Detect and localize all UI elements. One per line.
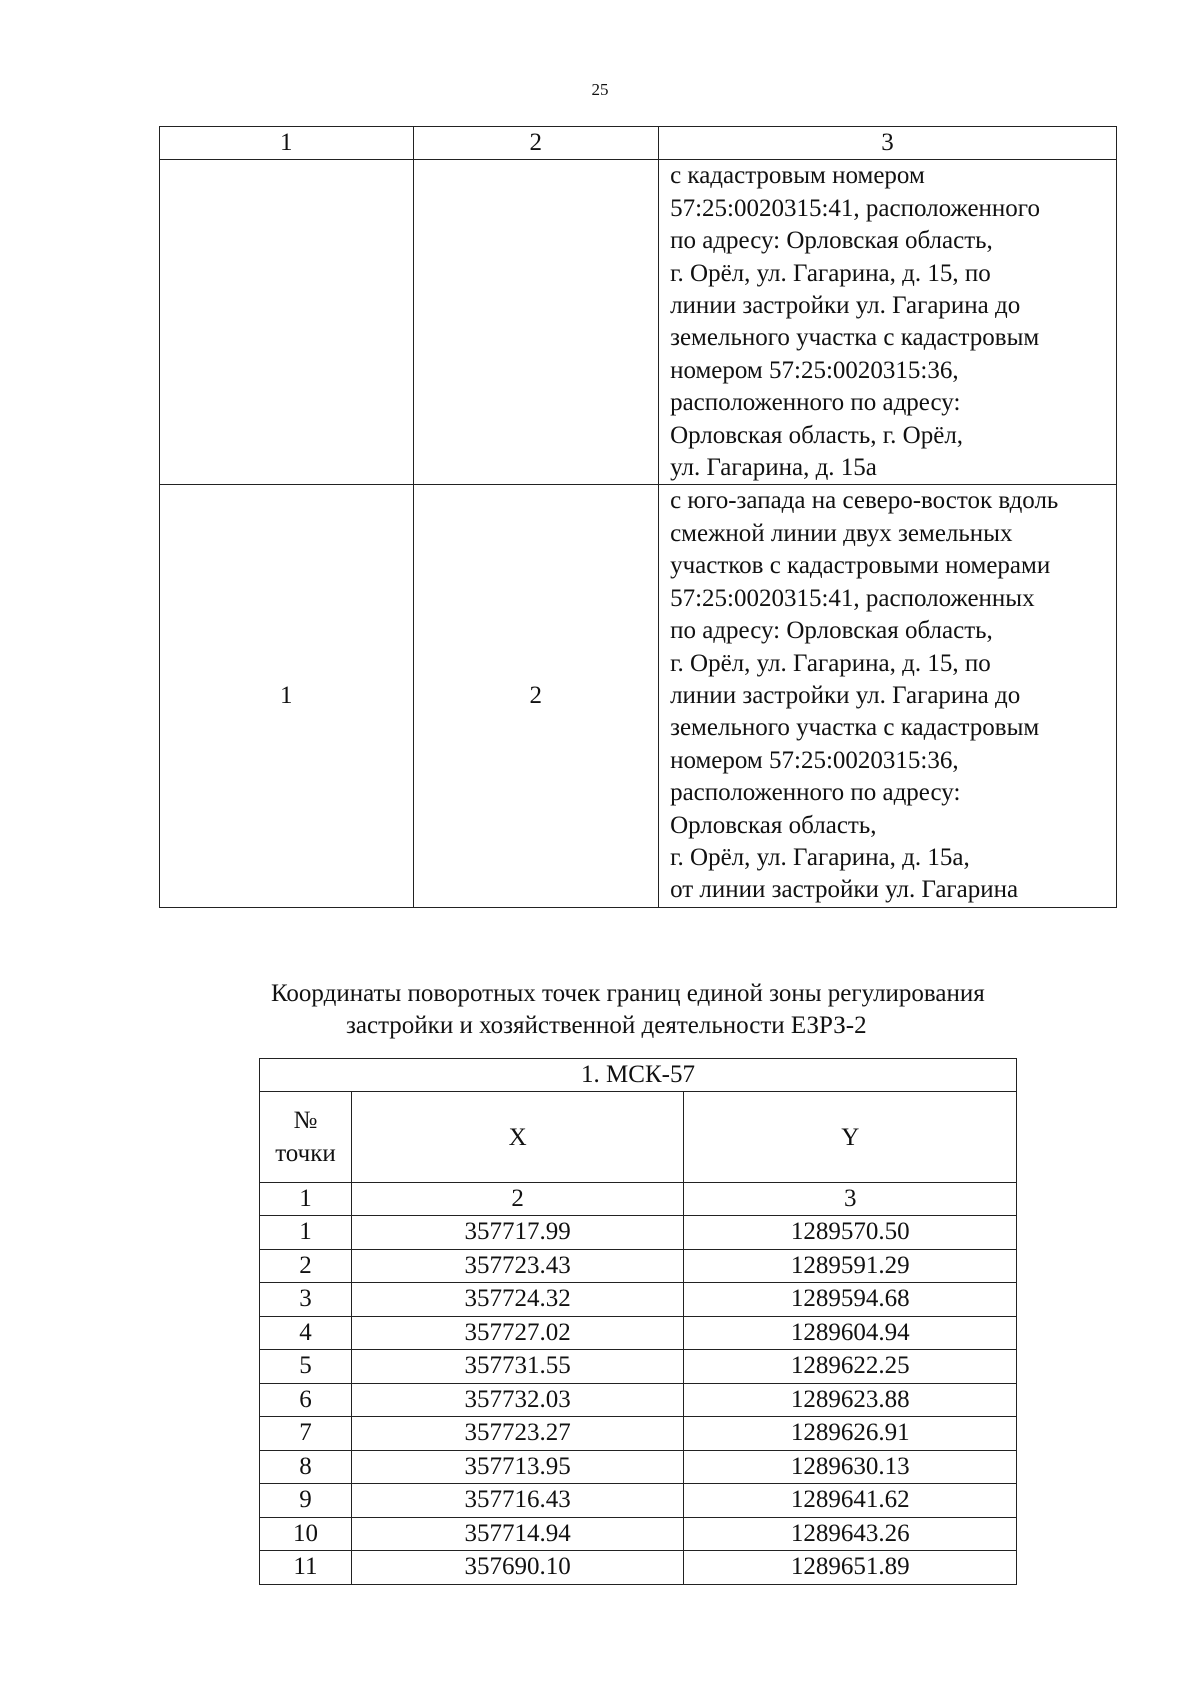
x-coordinate-cell: 357727.02: [351, 1316, 684, 1350]
column-number-1: 1: [160, 127, 414, 160]
point-number-cell: 5: [260, 1350, 352, 1384]
y-coordinate-cell: 1289591.29: [684, 1249, 1017, 1283]
description-line: номером 57:25:0020315:36,: [670, 356, 959, 384]
point-number-header-line2: точки: [275, 1140, 336, 1167]
coordinate-system-row: [260, 1059, 1017, 1092]
description-line: смежной линии двух земельных: [670, 519, 1013, 547]
table-row: [260, 1450, 1017, 1484]
column-number: 1: [260, 1183, 352, 1216]
description-line: 57:25:0020315:41, расположенных: [670, 584, 1035, 612]
caption-line-2: застройки и хозяйственной деятельности ЕЗРЗ-2: [346, 1012, 867, 1039]
point-number-cell: 10: [260, 1517, 352, 1551]
description-line: 57:25:0020315:41, расположенного: [670, 194, 1040, 222]
point-from-cell: [160, 160, 414, 485]
point-number-cell: 1: [260, 1216, 352, 1250]
x-coordinate-cell: 357717.99: [351, 1216, 684, 1250]
x-coordinate-cell: 357716.43: [351, 1484, 684, 1518]
coordinates-header-row: [260, 1092, 1017, 1183]
description-row: [160, 485, 1117, 907]
description-line: участков с кадастровыми номерами: [670, 552, 1051, 580]
point-number-cell: 8: [260, 1450, 352, 1484]
boundary-description-cell: [659, 160, 1117, 485]
page-number: 25: [591, 80, 609, 99]
description-line: линии застройки ул. Гагарина до: [670, 681, 1021, 709]
description-line: земельного участка с кадастровым: [670, 324, 1040, 352]
table-row: [260, 1484, 1017, 1518]
table-row: [260, 1316, 1017, 1350]
point-number-header: [260, 1092, 352, 1183]
coordinate-system-label: 1. МСК-57: [260, 1059, 1017, 1092]
description-table: [159, 126, 1117, 908]
description-line: номером 57:25:0020315:36,: [670, 746, 959, 774]
coordinates-caption: [0, 978, 1200, 1042]
y-coordinate-cell: 1289643.26: [684, 1517, 1017, 1551]
column-number: 3: [684, 1183, 1017, 1216]
description-line: по адресу: Орловская область,: [670, 617, 993, 645]
x-header: X: [351, 1092, 684, 1183]
table-row: [260, 1283, 1017, 1317]
caption-line-1: Координаты поворотных точек границ единой зоны регулирования: [271, 980, 985, 1007]
column-number-2: 2: [413, 127, 659, 160]
description-line: линии застройки ул. Гагарина до: [670, 292, 1021, 320]
description-line: земельного участка с кадастровым: [670, 714, 1040, 742]
column-numbers-row: [260, 1183, 1017, 1216]
boundary-description-cell: [659, 485, 1117, 907]
description-line: с юго-запада на северо-восток вдоль: [670, 487, 1059, 515]
point-number-cell: 11: [260, 1551, 352, 1585]
x-coordinate-cell: 357690.10: [351, 1551, 684, 1585]
x-coordinate-cell: 357731.55: [351, 1350, 684, 1384]
y-coordinate-cell: 1289604.94: [684, 1316, 1017, 1350]
description-table-header-row: [160, 127, 1117, 160]
coordinates-table: [259, 1058, 1017, 1585]
description-line: Орловская область, г. Орёл,: [670, 421, 964, 449]
y-coordinate-cell: 1289641.62: [684, 1484, 1017, 1518]
y-coordinate-cell: 1289622.25: [684, 1350, 1017, 1384]
table-row: [260, 1417, 1017, 1451]
x-coordinate-cell: 357732.03: [351, 1383, 684, 1417]
description-line: г. Орёл, ул. Гагарина, д. 15, по: [670, 649, 991, 677]
x-coordinate-cell: 357724.32: [351, 1283, 684, 1317]
y-header: Y: [684, 1092, 1017, 1183]
point-number-cell: 2: [260, 1249, 352, 1283]
point-number-cell: 4: [260, 1316, 352, 1350]
description-line: г. Орёл, ул. Гагарина, д. 15а,: [670, 843, 970, 871]
description-line: по адресу: Орловская область,: [670, 227, 993, 255]
table-row: [260, 1350, 1017, 1384]
y-coordinate-cell: 1289594.68: [684, 1283, 1017, 1317]
point-to-cell: [413, 160, 659, 485]
table-row: [260, 1216, 1017, 1250]
description-line: Орловская область,: [670, 811, 877, 839]
point-to-cell: 2: [413, 485, 659, 907]
description-line: г. Орёл, ул. Гагарина, д. 15, по: [670, 259, 991, 287]
x-coordinate-cell: 357713.95: [351, 1450, 684, 1484]
description-line: расположенного по адресу:: [670, 389, 961, 417]
point-number-cell: 9: [260, 1484, 352, 1518]
description-line: ул. Гагарина, д. 15а: [670, 454, 877, 482]
table-row: [260, 1249, 1017, 1283]
coordinates-body: [260, 1216, 1017, 1585]
table-row: [260, 1517, 1017, 1551]
description-line: расположенного по адресу:: [670, 779, 961, 807]
x-coordinate-cell: 357723.27: [351, 1417, 684, 1451]
y-coordinate-cell: 1289651.89: [684, 1551, 1017, 1585]
point-number-cell: 6: [260, 1383, 352, 1417]
y-coordinate-cell: 1289623.88: [684, 1383, 1017, 1417]
column-number: 2: [351, 1183, 684, 1216]
description-line: с кадастровым номером: [670, 162, 925, 190]
table-row: [260, 1383, 1017, 1417]
description-row: [160, 160, 1117, 485]
y-coordinate-cell: 1289630.13: [684, 1450, 1017, 1484]
point-number-cell: 3: [260, 1283, 352, 1317]
description-line: от линии застройки ул. Гагарина: [670, 876, 1019, 904]
y-coordinate-cell: 1289626.91: [684, 1417, 1017, 1451]
x-coordinate-cell: 357723.43: [351, 1249, 684, 1283]
column-number-3: 3: [659, 127, 1117, 160]
point-number-cell: 7: [260, 1417, 352, 1451]
point-number-header-line1: №: [293, 1107, 318, 1134]
x-coordinate-cell: 357714.94: [351, 1517, 684, 1551]
point-from-cell: 1: [160, 485, 414, 907]
y-coordinate-cell: 1289570.50: [684, 1216, 1017, 1250]
table-row: [260, 1551, 1017, 1585]
